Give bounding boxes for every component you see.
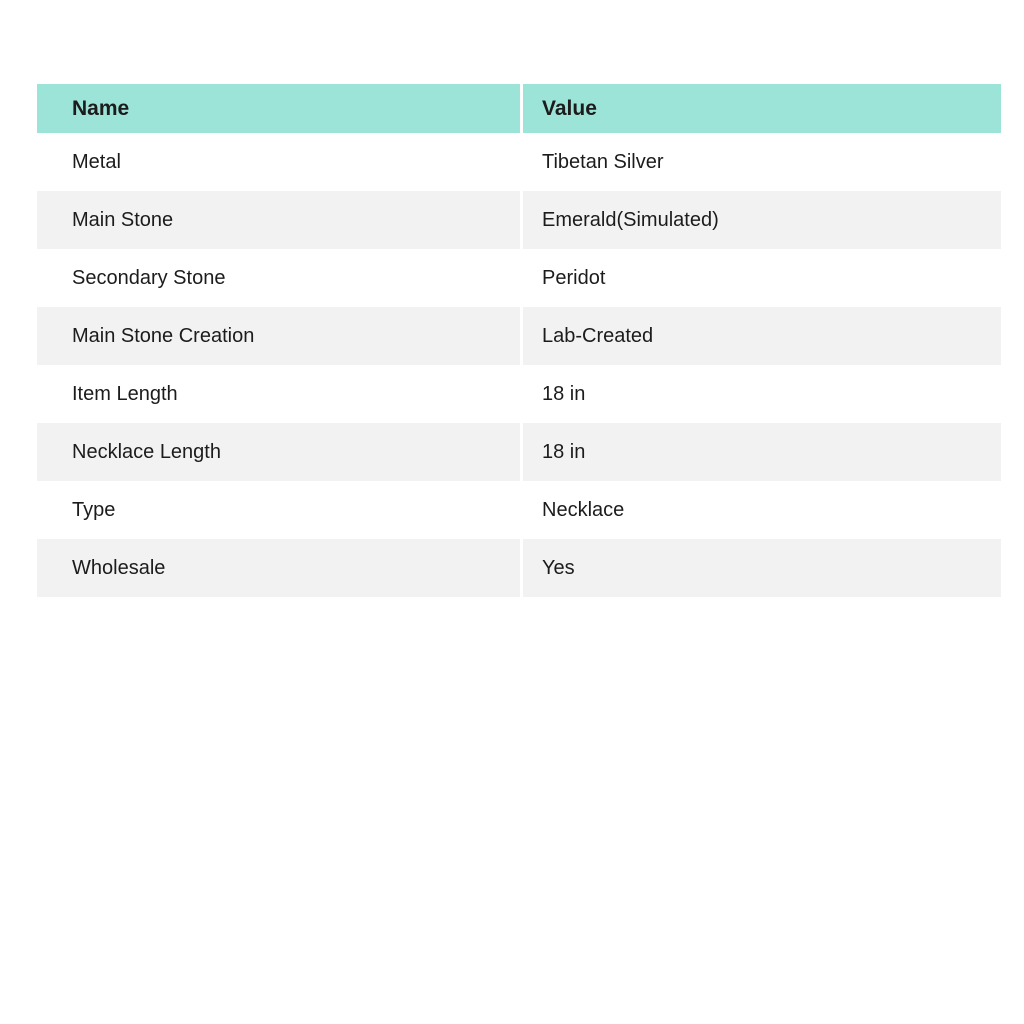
table-row [37,539,1001,597]
row-name: Secondary Stone [37,249,523,307]
table-row [37,365,1001,423]
row-name: Main Stone [37,191,523,249]
row-value: 18 in [542,440,586,463]
row-name: Wholesale [37,539,523,597]
row-value: Necklace [542,498,625,521]
row-name: Main Stone Creation [37,307,523,365]
table-header-row [37,84,1001,133]
product-spec-table [37,84,1001,597]
row-value: Peridot [542,266,606,289]
row-value: Tibetan Silver [542,150,664,173]
row-value: Yes [542,556,575,579]
row-name: Type [37,481,523,539]
table-row [37,249,1001,307]
row-value: 18 in [542,382,586,405]
table-row [37,481,1001,539]
table-row [37,133,1001,191]
column-header-name: Name [37,84,523,133]
column-header-value: Value [542,96,597,120]
row-value: Emerald(Simulated) [542,208,719,231]
row-value: Lab-Created [542,324,654,347]
row-name: Metal [37,133,523,191]
row-name: Item Length [37,365,523,423]
table-row [37,307,1001,365]
table-row [37,423,1001,481]
row-name: Necklace Length [37,423,523,481]
table-body [37,133,1001,597]
table-row [37,191,1001,249]
